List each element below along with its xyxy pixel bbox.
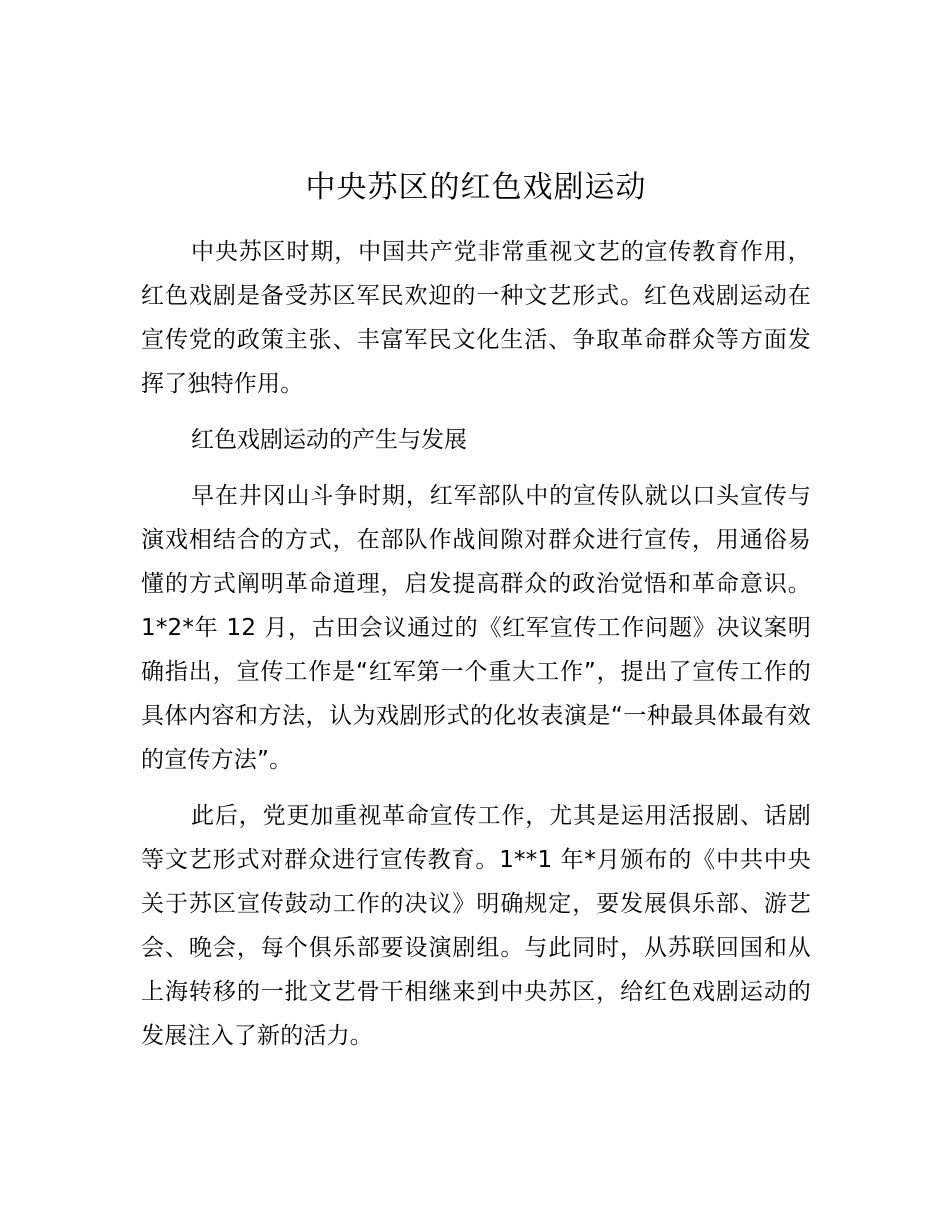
document-title: 中央苏区的红色戏剧运动	[305, 170, 647, 205]
paragraph-origin: 早在井冈山斗争时期，红军部队中的宣传队就以口头宣传与演戏相结合的方式，在部队作战间隙对群众进行宣传，用通俗易懂的方式阐明革命道理，启发提高群众的政治觉悟和革命意识。1*2*年 12 月，古田会议通过的《红军宣传工作问题》决议案明确指出，宣传工作是“红军第一个重大工作”，提出了宣传工作的具体内容和方法，认为戏剧形式的化妆表演是“一种最具体最有效的宣传方法”。	[141, 483, 811, 773]
paragraph-intro: 中央苏区时期，中国共产党非常重视文艺的宣传教育作用，红色戏剧是备受苏区军民欢迎的一种文艺形式。红色戏剧运动在宣传党的政策主张、丰富军民文化生活、争取革命群众等方面发挥了独特作用。	[141, 239, 811, 397]
document-body	[141, 166, 811, 1070]
paragraph-development: 此后，党更加重视革命宣传工作，尤其是运用活报剧、话剧等文艺形式对群众进行宣传教育。1**1 年*月颁布的《中共中央关于苏区宣传鼓动工作的决议》明确规定，要发展俱乐部、游艺会、晚会，每个俱乐部要设演剧组。与此同时，从苏联回国和从上海转移的一批文艺骨干相继来到中央苏区，给红色戏剧运动的发展注入了新的活力。	[141, 803, 811, 1049]
section-heading: 红色戏剧运动的产生与发展	[191, 427, 467, 453]
